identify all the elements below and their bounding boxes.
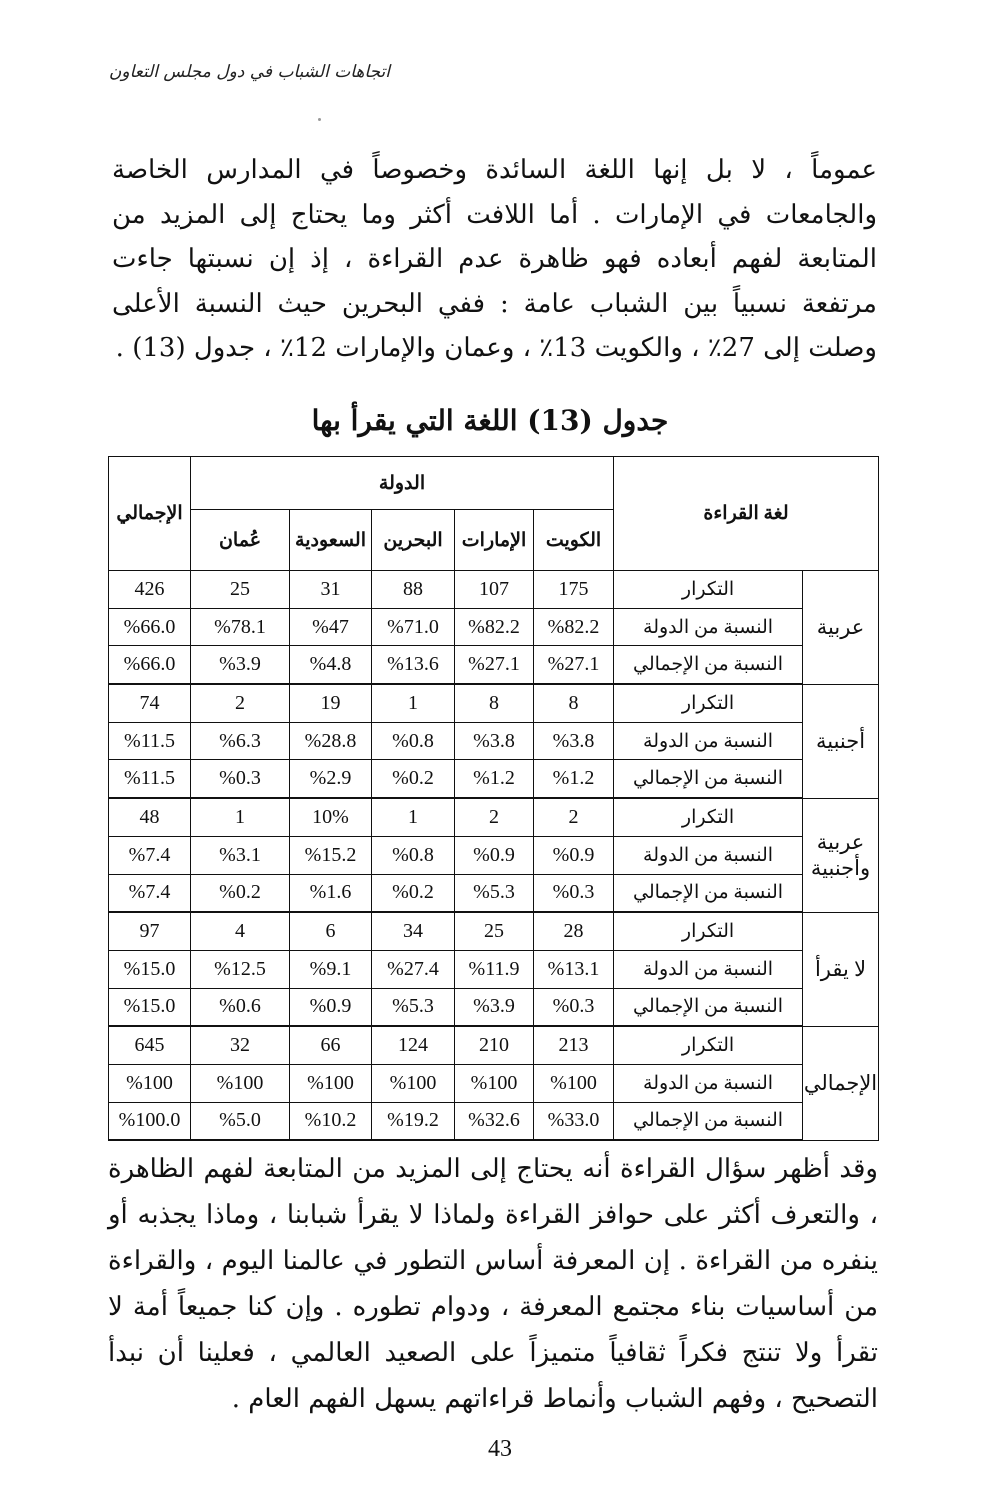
- intro-paragraph: عموماً ، لا بل إنها اللغة السائدة وخصوصاً في المدارس الخاصة والجامعات في الإمارات . أما اللافت أكثر وما يحتاج إلى المزيد من المتابعة لفهم أبعاده فهو ظاهرة عدم القراءة ، إذ إن نسبتها جاءت مرتفعة نسبياً بين الشباب عامة : ففي البحرين حيث النسبة الأعلى وصلت إلى 27٪ ، والكويت 13٪ ، وعمان والإمارات 12٪ ، جدول (13) .: [112, 155, 877, 363]
- value-cell: %100: [191, 1064, 290, 1102]
- value-cell: 1: [372, 684, 455, 722]
- value-cell: %19.2: [372, 1102, 455, 1140]
- table-body: [109, 571, 879, 1141]
- measure-label: النسبة من الإجمالي: [614, 760, 803, 798]
- value-cell: %27.1: [455, 646, 534, 684]
- header-country-uae: الإمارات: [455, 510, 534, 571]
- value-cell: %13.1: [534, 950, 614, 988]
- header-country: الدولة: [191, 457, 614, 510]
- value-cell: %1.2: [455, 760, 534, 798]
- value-cell: %28.8: [290, 722, 372, 760]
- table-row: [109, 722, 879, 760]
- measure-label: النسبة من الإجمالي: [614, 1102, 803, 1140]
- value-cell: 210: [455, 1026, 534, 1064]
- value-cell: %32.6: [455, 1102, 534, 1140]
- value-cell: 25: [191, 571, 290, 609]
- page-number: 43: [488, 1436, 512, 1462]
- value-cell: %3.9: [455, 988, 534, 1026]
- value-cell: %13.6: [372, 646, 455, 684]
- value-cell: %82.2: [455, 608, 534, 646]
- measure-label: التكرار: [614, 1026, 803, 1064]
- value-cell: 213: [534, 1026, 614, 1064]
- value-cell: 31: [290, 571, 372, 609]
- total-cell: %7.4: [109, 874, 191, 912]
- total-cell: %11.5: [109, 760, 191, 798]
- table-row: [109, 988, 879, 1026]
- header-country-saudi: السعودية: [290, 510, 372, 571]
- reading-language-table: [108, 456, 879, 1141]
- measure-label: النسبة من الدولة: [614, 608, 803, 646]
- value-cell: %27.4: [372, 950, 455, 988]
- value-cell: %0.2: [372, 760, 455, 798]
- measure-label: النسبة من الإجمالي: [614, 874, 803, 912]
- table-row: [109, 1102, 879, 1140]
- header-country-bahrain: البحرين: [372, 510, 455, 571]
- value-cell: %0.9: [455, 836, 534, 874]
- total-cell: %15.0: [109, 950, 191, 988]
- value-cell: 2: [534, 798, 614, 836]
- value-cell: %12.5: [191, 950, 290, 988]
- value-cell: %3.9: [191, 646, 290, 684]
- value-cell: 124: [372, 1026, 455, 1064]
- value-cell: 175: [534, 571, 614, 609]
- group-label-total: الإجمالي: [803, 1026, 879, 1140]
- value-cell: %82.2: [534, 608, 614, 646]
- value-cell: 32: [191, 1026, 290, 1064]
- table-row: [109, 608, 879, 646]
- value-cell: %5.3: [455, 874, 534, 912]
- value-cell: %78.1: [191, 608, 290, 646]
- table-row: [109, 760, 879, 798]
- value-cell: 6: [290, 912, 372, 950]
- value-cell: %0.3: [534, 874, 614, 912]
- value-cell: %10.2: [290, 1102, 372, 1140]
- total-cell: 48: [109, 798, 191, 836]
- value-cell: %15.2: [290, 836, 372, 874]
- value-cell: %3.1: [191, 836, 290, 874]
- table-row: [109, 912, 879, 950]
- measure-label: النسبة من الدولة: [614, 950, 803, 988]
- value-cell: %0.8: [372, 836, 455, 874]
- total-cell: %7.4: [109, 836, 191, 874]
- value-cell: %11.9: [455, 950, 534, 988]
- value-cell: %9.1: [290, 950, 372, 988]
- total-cell: 97: [109, 912, 191, 950]
- measure-label: النسبة من الدولة: [614, 1064, 803, 1102]
- measure-label: النسبة من الدولة: [614, 836, 803, 874]
- group-label-foreign: أجنبية: [803, 684, 879, 798]
- measure-label: التكرار: [614, 798, 803, 836]
- total-cell: %66.0: [109, 608, 191, 646]
- value-cell: %0.3: [191, 760, 290, 798]
- table-row: [109, 646, 879, 684]
- table-row: [109, 874, 879, 912]
- measure-label: التكرار: [614, 684, 803, 722]
- total-cell: %66.0: [109, 646, 191, 684]
- total-cell: %11.5: [109, 722, 191, 760]
- header-dot: [318, 118, 321, 121]
- value-cell: %100: [534, 1064, 614, 1102]
- value-cell: 1: [191, 798, 290, 836]
- group-label-not-reading: لا يقرأ: [803, 912, 879, 1026]
- header-total: الإجمالي: [109, 457, 191, 571]
- value-cell: 10%: [290, 798, 372, 836]
- table-row: [109, 571, 879, 609]
- value-cell: %2.9: [290, 760, 372, 798]
- value-cell: 107: [455, 571, 534, 609]
- table-row: [109, 798, 879, 836]
- total-cell: %100.0: [109, 1102, 191, 1140]
- value-cell: 2: [191, 684, 290, 722]
- table-header-row-1: [109, 457, 879, 510]
- total-cell: 426: [109, 571, 191, 609]
- value-cell: %100: [455, 1064, 534, 1102]
- value-cell: 88: [372, 571, 455, 609]
- value-cell: %1.6: [290, 874, 372, 912]
- table-row: [109, 1064, 879, 1102]
- value-cell: %100: [372, 1064, 455, 1102]
- value-cell: 1: [372, 798, 455, 836]
- total-cell: 645: [109, 1026, 191, 1064]
- table-row: [109, 836, 879, 874]
- table-row: [109, 684, 879, 722]
- value-cell: %0.2: [191, 874, 290, 912]
- value-cell: 34: [372, 912, 455, 950]
- total-cell: %100: [109, 1064, 191, 1102]
- value-cell: 66: [290, 1026, 372, 1064]
- value-cell: %6.3: [191, 722, 290, 760]
- value-cell: 2: [455, 798, 534, 836]
- value-cell: %0.3: [534, 988, 614, 1026]
- value-cell: 28: [534, 912, 614, 950]
- table-row: [109, 950, 879, 988]
- closing-paragraph: وقد أظهر سؤال القراءة أنه يحتاج إلى المزيد من المتابعة لفهم الظاهرة ، والتعرف أكثر على حوافز القراءة ولماذا لا يقرأ شبابنا ، وماذا يجذبه أو ينفره من القراءة . إن المعرفة أساس التطور في عالمنا اليوم ، والقراءة من أساسيات بناء مجتمع المعرفة ، ودوام تطوره . وإن كنا جميعاً أمة لا تقرأ ولا تنتج فكراً ثقافياً متميزاً على الصعيد العالمي ، فعلينا أن نبدأ التصحيح ، وفهم الشباب وأنماط قراءاتهم يسهل الفهم العام .: [108, 1154, 878, 1414]
- value-cell: 4: [191, 912, 290, 950]
- group-label-arabic-and-foreign: عربية وأجنبية: [803, 798, 879, 912]
- value-cell: %0.2: [372, 874, 455, 912]
- header-country-kuwait: الكويت: [534, 510, 614, 571]
- value-cell: %71.0: [372, 608, 455, 646]
- value-cell: %27.1: [534, 646, 614, 684]
- value-cell: %0.6: [191, 988, 290, 1026]
- total-cell: %15.0: [109, 988, 191, 1026]
- total-cell: 74: [109, 684, 191, 722]
- value-cell: %5.3: [372, 988, 455, 1026]
- value-cell: %0.9: [534, 836, 614, 874]
- measure-label: النسبة من الإجمالي: [614, 988, 803, 1026]
- group-label-arabic: عربية: [803, 571, 879, 685]
- measure-label: النسبة من الدولة: [614, 722, 803, 760]
- value-cell: %33.0: [534, 1102, 614, 1140]
- measure-label: النسبة من الإجمالي: [614, 646, 803, 684]
- running-header: اتجاهات الشباب في دول مجلس التعاون: [108, 62, 390, 82]
- value-cell: %3.8: [534, 722, 614, 760]
- value-cell: %3.8: [455, 722, 534, 760]
- value-cell: 8: [455, 684, 534, 722]
- value-cell: %1.2: [534, 760, 614, 798]
- header-country-oman: عُمان: [191, 510, 290, 571]
- value-cell: %5.0: [191, 1102, 290, 1140]
- measure-label: التكرار: [614, 912, 803, 950]
- value-cell: 8: [534, 684, 614, 722]
- value-cell: %4.8: [290, 646, 372, 684]
- measure-label: التكرار: [614, 571, 803, 609]
- value-cell: %0.9: [290, 988, 372, 1026]
- table-row: [109, 1026, 879, 1064]
- table-title: جدول (13) اللغة التي يقرأ بها: [311, 404, 669, 437]
- value-cell: 25: [455, 912, 534, 950]
- header-reading-language: لغة القراءة: [614, 457, 879, 571]
- value-cell: %47: [290, 608, 372, 646]
- value-cell: %0.8: [372, 722, 455, 760]
- value-cell: 19: [290, 684, 372, 722]
- value-cell: %100: [290, 1064, 372, 1102]
